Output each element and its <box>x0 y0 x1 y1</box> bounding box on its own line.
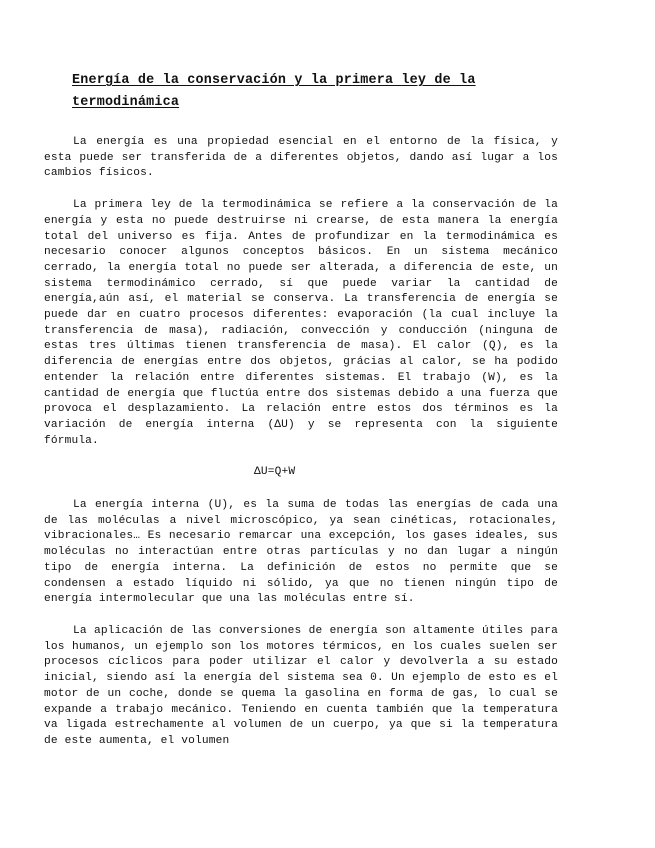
paragraph-applications: La aplicación de las conversiones de energía son altamente útiles para los humanos, un ejemplo son los motores térmicos, en los cuales suelen ser procesos cíclicos para poder utilizar el calor y devolverla a su estado inicial, siendo así la energía del sistema sea 0. Un ejemplo de esto es el motor de un coche, donde se quema la gasolina en forma de gas, lo cual se expande a trabajo mecánico. Teniendo en cuenta también que la temperatura va ligada estrechamente al volumen de un cuerpo, ya que si la temperatura de este aumenta, el volumen <box>44 624 558 747</box>
document-title: Energía de la conservación y la primera ley de la termodinámica <box>72 73 476 110</box>
paragraph-first-law: La primera ley de la termodinámica se refiere a la conservación de la energía y esta no puede destruirse ni crearse, de esta manera la energía total del universo es fija. Antes de profundizar en la termodinámica es necesario conocer algunos conceptos básicos. En un sistema mecánico cerrado, la energía total no puede ser alterada, a diferencia de este, un sistema termodinámico cerrado, sí que puede variar la cantidad de energía,aún así, el material se conserva. La transferencia de energía se puede dar en cuatro procesos diferentes: evaporación (la cual incluye la transferencia de masa), radiación, convección y conducción (ninguna de estas tres últimas tienen transferencia de masa). El calor (Q), es la diferencia de energías entre dos objetos, grácias al calor, se ha podido entender la relación entre diferentes sistemas. El trabajo (W), es la cantidad de energía que fluctúa entre dos sistemas debido a una fuerza que provoca el desplazamiento. La relación entre estos dos términos es la variación de energía interna (ΔU) y se representa con la siguiente fórmula. <box>44 199 558 447</box>
document-body <box>44 135 558 766</box>
paragraph-internal-energy: La energía interna (U), es la suma de todas las energías de cada una de las moléculas a nivel microscópico, ya sean cinéticas, rotacionales, vibracionales… Es necesario remarcar una excepción, los gases ideales, sus moléculas no interactúan entre otras partículas y no dan lugar a ningún tipo de energía interna. La definición de estos no permite que se condensen a estado líquido ni sólido, ya que no tienen ningún tipo de energía intermolecular que una las moléculas entre sí. <box>44 499 558 606</box>
paragraph-intro: La energía es una propiedad esencial en el entorno de la física, y esta puede ser transferida de a diferentes objetos, dando así lugar a los cambios físicos. <box>44 136 558 180</box>
formula-internal-energy: ΔU=Q+W <box>254 466 296 479</box>
